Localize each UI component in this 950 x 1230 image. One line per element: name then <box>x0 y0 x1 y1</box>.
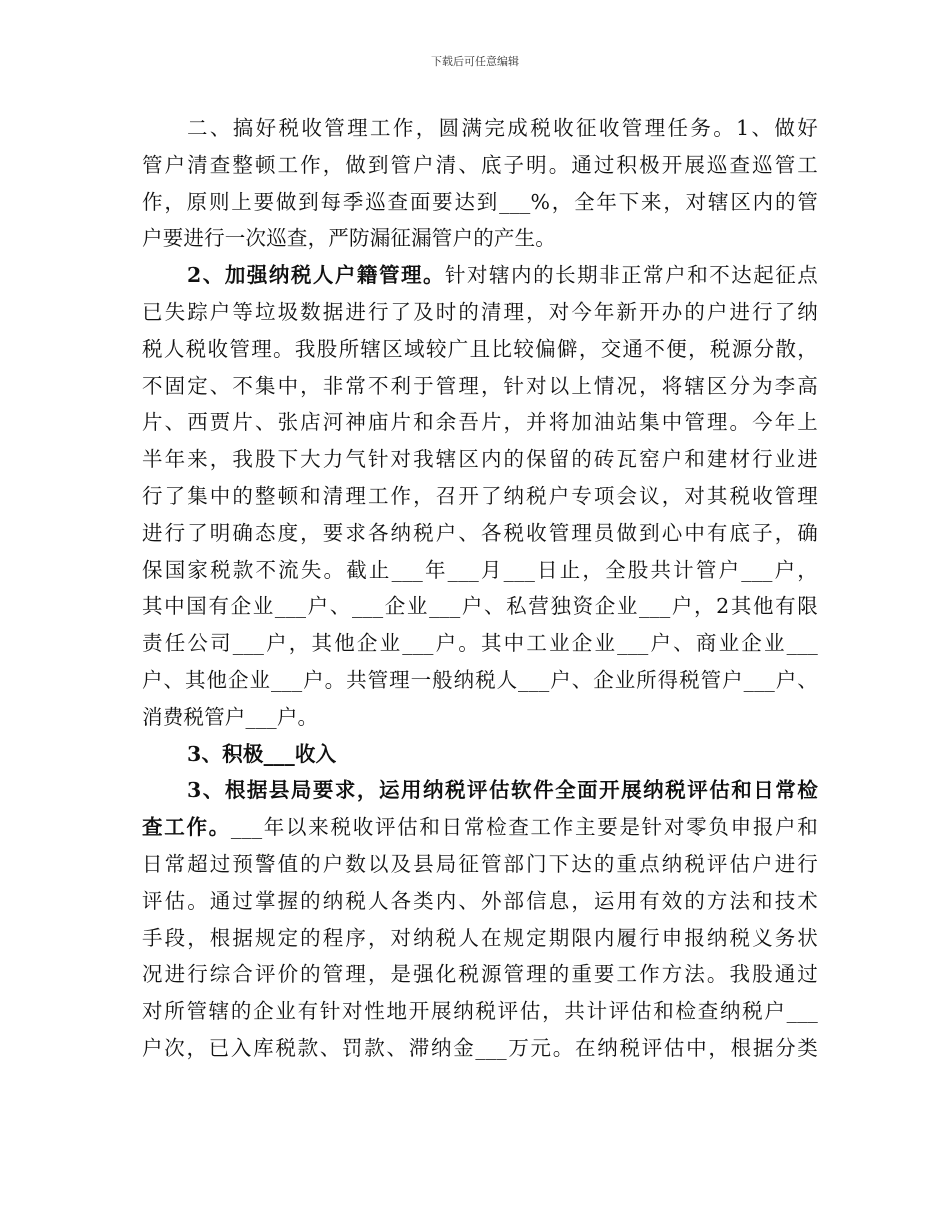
text-line: 已失踪户等垃圾数据进行了及时的清理，对今年新开办的户进行了纳 <box>142 299 818 324</box>
text-line: 其中国有企业___户、___企业___户、私营独资企业___户，2其他有限 <box>142 594 818 619</box>
section-heading-text: 积极___收入 <box>222 741 337 766</box>
section-heading-text: 根据县局要求，运用纳税评估软件全面开展纳税评估和日常检 <box>224 778 818 803</box>
text-line: 况进行综合评价的管理，是强化税源管理的重要工作方法。我股通过 <box>142 962 818 987</box>
text-line: 评估。通过掌握的纳税人各类内、外部信息，运用有效的方法和技术 <box>142 888 818 913</box>
text-line: 日常超过预警值的户数以及县局征管部门下达的重点纳税评估户进行 <box>142 851 818 876</box>
text-line: 户要进行一次巡查，严防漏征漏管户的产生。 <box>142 226 556 251</box>
text-line: 税人税收管理。我股所辖区域较广且比较偏僻，交通不便，税源分散， <box>142 336 818 361</box>
text-line: 责任公司___户，其他企业___户。其中工业企业___户、商业企业___ <box>142 631 818 656</box>
text-line: 消费税管户___户。 <box>142 704 319 729</box>
text-line <box>142 257 818 294</box>
text-line: 户次，已入库税款、罚款、滞纳金___万元。在纳税评估中，根据分类 <box>142 1035 818 1060</box>
text-line: 片、西贾片、张店河神庙片和余吾片，并将加油站集中管理。今年上 <box>142 410 818 435</box>
text-line: 不固定、不集中，非常不利于管理，针对以上情况，将辖区分为李高 <box>142 373 818 398</box>
section-number: 3、 <box>187 778 225 803</box>
text-line: 对所管辖的企业有针对性地开展纳税评估，共计评估和检查纳税户___ <box>142 999 818 1024</box>
section-heading <box>142 736 818 773</box>
section-heading: 加强纳税人户籍管理。 <box>224 263 445 288</box>
text-line: 作，原则上要做到每季巡查面要达到___%，全年下来，对辖区内的管 <box>142 189 818 214</box>
text-line: 二、搞好税收管理工作，圆满完成税收征收管理任务。1、做好 <box>187 116 818 140</box>
text-line: 进行了明确态度，要求各纳税户、各税收管理员做到心中有底子，确 <box>142 520 818 545</box>
text-run: ___年以来税收评估和日常检查工作主要是针对零负申报户和 <box>230 815 818 840</box>
page-header: 下载后可任意编辑 <box>431 55 519 68</box>
text-line: 行了集中的整顿和清理工作，召开了纳税户专项会议，对其税收管理 <box>142 483 818 508</box>
text-run: 针对辖内的长期非正常户和不达起征点 <box>445 263 818 288</box>
section-number: 2、 <box>187 263 225 288</box>
document-body <box>142 110 818 1067</box>
text-line: 半年来，我股下大力气针对我辖区内的保留的砖瓦窑户和建材行业进 <box>142 447 818 472</box>
section-heading-text: 查工作。 <box>142 815 231 840</box>
section-number: 3、 <box>187 741 223 766</box>
text-line: 户、其他企业___户。共管理一般纳税人___户、企业所得税管户___户、 <box>142 667 818 692</box>
text-line <box>142 772 818 809</box>
text-line: 手段，根据规定的程序，对纳税人在规定期限内履行申报纳税义务状 <box>142 925 818 950</box>
text-line: 保国家税款不流失。截止___年___月___日止，全股共计管户___户， <box>142 557 818 582</box>
text-line <box>142 809 818 846</box>
text-line: 管户清查整顿工作，做到管户清、底子明。通过积极开展巡查巡管工 <box>142 152 818 177</box>
